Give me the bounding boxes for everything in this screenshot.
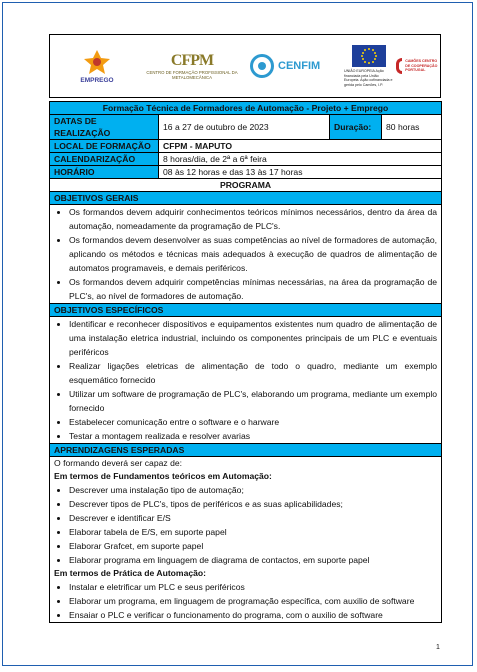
list-item: • Os formandos devem adquirir conhecimentos teóricos mínimos necessários, dentro da área da automação, nomeadamente da programação de PLC's. <box>69 205 437 233</box>
local-label: LOCAL DE FORMAÇÃO <box>50 140 159 153</box>
list-item: • Os formandos devem adquirir competências mínimas necessárias, na área da programação de PLC's, ao nível de formadores de automação. <box>69 275 437 303</box>
aprendizagens-sub-teoria: Em termos de Fundamentos teóricos em Automação: <box>54 471 272 481</box>
horario-value: 08 às 12 horas e das 13 às 17 horas <box>159 166 442 179</box>
eu-logo <box>344 35 394 97</box>
eu-flag-icon <box>352 45 386 67</box>
emprego-logo <box>64 35 130 97</box>
datas-value: 16 a 27 de outubro de 2023 <box>159 115 330 140</box>
objetivos-especificos-list <box>54 317 437 443</box>
aprendizagens-teoria-list <box>54 483 437 567</box>
cenfim-name: CENFIM <box>278 60 321 72</box>
list-item: • Os formandos devem desenvolver as suas competências ao nível de formadores de automação, aplicando os métodos e técnicas mais adequados à execução de quadros de alimentação de automatos programaveis, e demais periféricos. <box>69 233 437 275</box>
calendarizacao-label: CALENDARIZAÇÃO <box>50 153 159 166</box>
cenfim-circle-icon <box>250 54 274 78</box>
cfpm-logo <box>142 35 242 97</box>
list-item: • Realizar ligações eletricas de alimentação de todo o quadro, mediante um exemplo esquemático fornecido <box>69 359 437 387</box>
duracao-label: Duração: <box>330 115 382 140</box>
logo-header <box>49 34 441 98</box>
list-item: • Descrever e identificar E/S <box>69 511 437 525</box>
page-number: 1 <box>436 644 440 651</box>
objetivos-gerais-heading: OBJETIVOS GERAIS <box>50 192 442 205</box>
program-table <box>49 101 442 623</box>
eu-text: UNIÃO EUROPEIA Ação financiada pela União Europeia. Ação cofinanciada e gerida pelo Camões, I.P. <box>344 69 393 87</box>
cfpm-subtitle: CENTRO DE FORMAÇÃO PROFISSIONAL DA METALOMECÂNICA <box>146 70 238 80</box>
list-item: • Utilizar um software de programação de PLC's, elaborando um programa, mediante um exemplo fornecido <box>69 387 437 415</box>
objetivos-gerais-cell <box>50 205 442 304</box>
programa-heading: PROGRAMA <box>50 179 442 192</box>
list-item: • Testar a montagem realizada e resolver avarias <box>69 429 437 443</box>
cenfim-logo <box>250 35 340 97</box>
horario-label: HORÁRIO <box>50 166 159 179</box>
objetivos-especificos-heading: OBJETIVOS ESPECÍFICOS <box>50 304 442 317</box>
aprendizagens-cell <box>50 457 442 623</box>
duracao-value: 80 horas <box>382 115 442 140</box>
aprendizagens-intro: O formando deverá ser capaz de: <box>54 458 183 468</box>
list-item: • Elaborar programa em linguagem de diagrama de contactos, em suporte papel <box>69 553 437 567</box>
local-value: CFPM - MAPUTO <box>159 140 442 153</box>
emprego-text: EMPREGO <box>80 76 114 84</box>
list-item: • Identificar e reconhecer dispositivos e equipamentos existentes num quadro de alimentação de uma instalação eletrica industrial, incluindo os componentes principais de um PLC e eventuais periféricos <box>69 317 437 359</box>
list-item: • Elaborar um programa, em linguagem de programação específica, com auxilio de software <box>69 594 437 608</box>
list-item: • Ensaiar o PLC e verificar o funcionamento do programa, com o auxilio de software <box>69 608 437 622</box>
list-item: • Elaborar Grafcet, em suporte papel <box>69 539 437 553</box>
emprego-mark-icon <box>82 49 112 75</box>
list-item: • Descrever tipos de PLC's, tipos de periféricos e as suas aplicabilidades; <box>69 497 437 511</box>
list-item: • Elaborar tabela de E/S, em suporte papel <box>69 525 437 539</box>
camoes-logo <box>396 35 440 97</box>
objetivos-gerais-list <box>54 205 437 303</box>
camoes-c-icon <box>396 58 402 74</box>
cfpm-name: CFPM <box>170 52 214 69</box>
aprendizagens-heading: APRENDIZAGENS ESPERADAS <box>50 444 442 457</box>
course-title: Formação Técnica de Formadores de Automação - Projeto + Emprego <box>50 102 442 115</box>
datas-label: DATAS DE REALIZAÇÃO <box>50 115 159 140</box>
camoes-text: CAMÕES CENTRO DE COOPERAÇÃO PORTUGAL <box>405 59 438 73</box>
objetivos-especificos-cell <box>50 317 442 444</box>
aprendizagens-pratica-list <box>54 580 437 622</box>
calendarizacao-value: 8 horas/dia, de 2ª a 6ª feira <box>159 153 442 166</box>
list-item: • Estabelecer comunicação entre o software e o harware <box>69 415 437 429</box>
aprendizagens-sub-pratica: Em termos de Prática de Automação: <box>54 568 207 578</box>
list-item: • Descrever uma instalação tipo de automação; <box>69 483 437 497</box>
list-item: • Instalar e eletrificar um PLC e seus periféricos <box>69 580 437 594</box>
